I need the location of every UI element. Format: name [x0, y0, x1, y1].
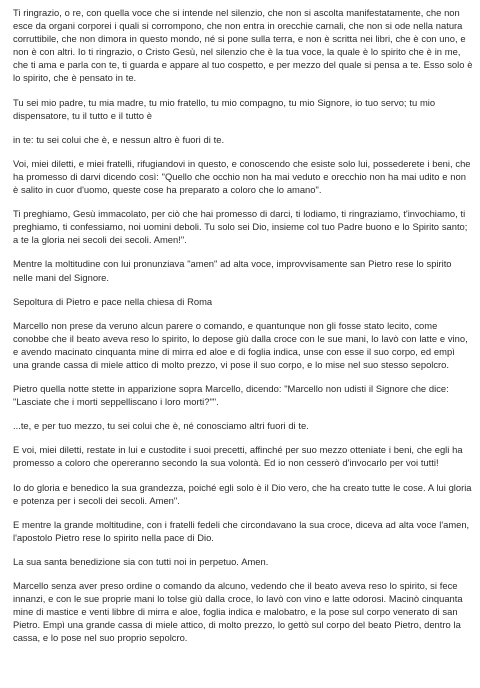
paragraph: E mentre la grande moltitudine, con i fratelli fedeli che circondavano la sua croce, diceva ad alta voce l'amen, l'apostolo Pietro rese lo spirito nella pace di Dio. [13, 518, 470, 543]
paragraph: Ti preghiamo, Gesù immacolato, per ciò che hai promesso di darci, ti lodiamo, ti ringraziamo, t'invochiamo, ti preghiamo, ti confessiamo, noi uomini deboli. Tu solo sei Dio, insieme col tuo Padre buono e lo Spirito santo; a te la gloria nei secoli dei secoli. Amen!". [13, 208, 468, 246]
paragraph: Ti ringrazio, o re, con quella voce che si intende nel silenzio, che non si ascolta manifestatamente, che non esce da organi corporei i quali si corrompono, che non entra in orecchie carnali, che non si ode nella natura corruttibile, che non dimora in questo mondo, né si pone sulla terra, e non è scritta nei libri, che è con uno, e non è con altri. Io ti ringrazio, o Cristo Gesù, nel silenzio che è la tua voce, la quale è lo spirito che è in me, che ti ama e parla con te, ti guarda e appare al tuo cospetto, e per mezzo del quale si pensa a te. Esso solo è lo spirito, che è pensato in te. [13, 7, 473, 84]
paragraph: Io do gloria e benedico la sua grandezza, poiché egli solo è il Dio vero, che ha creato tutte le cose. A lui gloria e potenza per i secoli dei secoli. Amen". [13, 481, 472, 506]
paragraph: Tu sei mio padre, tu mia madre, tu mio fratello, tu mio compagno, tu mio Signore, io tuo servo; tu mio dispensatore, tu il tutto e il tutto è [13, 96, 436, 121]
paragraph: Voi, miei diletti, e miei fratelli, rifugiandovi in questo, e conoscendo che esiste solo lui, possederete i beni, che ha promesso di darvi dicendo così: "Quello che occhio non ha mai veduto e orecchio non ha mai udito e non è salito in cuor d'uomo, queste cose ha preparato a coloro che lo amano". [13, 157, 471, 196]
paragraph: Marcello non prese da veruno alcun parere o comando, e quantunque non gli fosse stato lecito, come conobbe che il beato aveva reso lo spirito, lo depose giù dalla croce con le sue mani, lo lavò con latte e vino, e avendo macinato cinquanta mine di mirra ed aloe e di foglia indica, unse con esse il suo corpo, ed empì una grande cassa di miele attico di molto prezzo, vi pose il suo corpo, e lo mise nel suo stesso sepolcro. [13, 319, 468, 370]
document-body [13, 6, 473, 655]
paragraph: Marcello senza aver preso ordine o comando da alcuno, vedendo che il beato aveva reso lo spirito, si fece innanzi, e con le sue proprie mani lo tolse giù dalla croce, lo lavò con vino e latte odorosi. Macinò cinquanta mine di mastice e venti libbre di mirra e aloe, foglia indica e malobatro, e la pose sul corpo venerato di san Pietro. Empì una grande cassa di miele attico, di molto prezzo, lo gettò sul corpo del beato Pietro, dentro la cassa, e lo pose nel suo proprio sepolcro. [13, 580, 463, 644]
section-heading: Sepoltura di Pietro e pace nella chiesa di Roma [13, 295, 213, 307]
paragraph: in te: tu sei colui che è, e nessun altro è fuori di te. [13, 133, 225, 145]
paragraph: La sua santa benedizione sia con tutti noi in perpetuo. Amen. [13, 555, 269, 567]
paragraph: Mentre la moltitudine con lui pronunziava "amen" ad alta voce, improvvisamente san Pietro rese lo spirito nelle mani del Signore. [13, 258, 452, 283]
paragraph: E voi, miei diletti, restate in lui e custodite i suoi precetti, affinché per suo mezzo otteniate i beni, che egli ha promesso a coloro che opereranno secondo la sua volontà. Ed io non cesserò d'invocarlo per voi tutti! [13, 444, 463, 469]
paragraph: ...te, e per tuo mezzo, tu sei colui che è, né conosciamo altri fuori di te. [13, 420, 309, 432]
paragraph: Pietro quella notte stette in apparizione sopra Marcello, dicendo: "Marcello non udisti il Signore che dice: "Lasciate che i morti seppelliscano i loro morti?"". [13, 383, 449, 408]
